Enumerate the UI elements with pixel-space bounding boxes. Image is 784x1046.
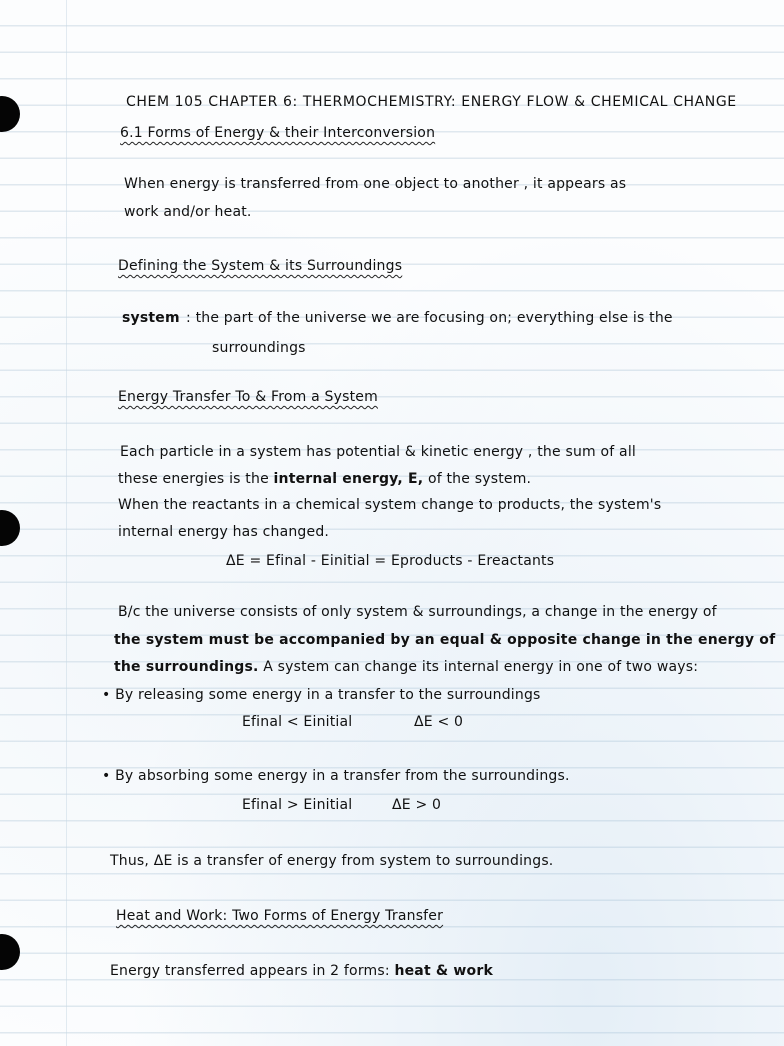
text-line: [118, 470, 531, 488]
text-line: When energy is transferred from one object to another , it appears as: [124, 176, 627, 192]
text-fragment: Energy transferred appears in 2 forms:: [110, 963, 390, 979]
punch-hole-middle: [0, 510, 20, 546]
text-fragment: the surroundings.: [114, 659, 259, 675]
text-line-emphasis: the system must be accompanied by an equal & opposite change in the energy of: [114, 632, 776, 648]
text-line: When the reactants in a chemical system change to products, the system's: [118, 497, 662, 513]
margin-line: [66, 0, 67, 1046]
punch-hole-bottom: [0, 934, 20, 970]
delta-e-positive: ΔE > 0: [392, 797, 442, 813]
term-internal-energy: internal energy, E,: [273, 471, 424, 487]
page-header: CHEM 105 CHAPTER 6: THERMOCHEMISTRY: ENERGY FLOW & CHEMICAL CHANGE: [126, 94, 737, 110]
text-line: work and/or heat.: [124, 204, 252, 220]
term-system: system: [122, 310, 180, 326]
text-fragment: these energies is the: [118, 471, 269, 487]
delta-e-negative: ΔE < 0: [414, 714, 464, 730]
text-line: Each particle in a system has potential & kinetic energy , the sum of all: [120, 444, 637, 460]
text-line: Thus, ΔE is a transfer of energy from system to surroundings.: [110, 853, 554, 869]
text-fragment: A system can change its internal energy in one of two ways:: [263, 659, 699, 675]
text-line: [114, 658, 698, 676]
section-heading-system: Defining the System & its Surroundings: [118, 258, 403, 274]
text-line: internal energy has changed.: [118, 524, 330, 540]
section-heading-forms-of-energy: 6.1 Forms of Energy & their Interconversion: [120, 125, 436, 141]
punch-hole-top: [0, 96, 20, 132]
text-line: surroundings: [212, 340, 306, 356]
section-heading-energy-transfer: Energy Transfer To & From a System: [118, 389, 378, 405]
bullet-releasing: • By releasing some energy in a transfer to the surroundings: [102, 687, 541, 703]
text-line: [110, 962, 493, 980]
text-line: : the part of the universe we are focusing on; everything else is the: [186, 310, 673, 326]
inequality-release: Efinal < Einitial: [242, 714, 353, 730]
equation-delta-e: ΔE = Efinal - Einitial = Eproducts - Ereactants: [226, 553, 555, 569]
inequality-absorb: Efinal > Einitial: [242, 797, 353, 813]
text-fragment: of the system.: [427, 471, 532, 487]
text-line: B/c the universe consists of only system & surroundings, a change in the energy of: [118, 604, 717, 620]
term-heat-work: heat & work: [394, 963, 493, 979]
section-heading-heat-work: Heat and Work: Two Forms of Energy Transfer: [116, 908, 444, 924]
bullet-absorbing: • By absorbing some energy in a transfer from the surroundings.: [102, 768, 570, 784]
